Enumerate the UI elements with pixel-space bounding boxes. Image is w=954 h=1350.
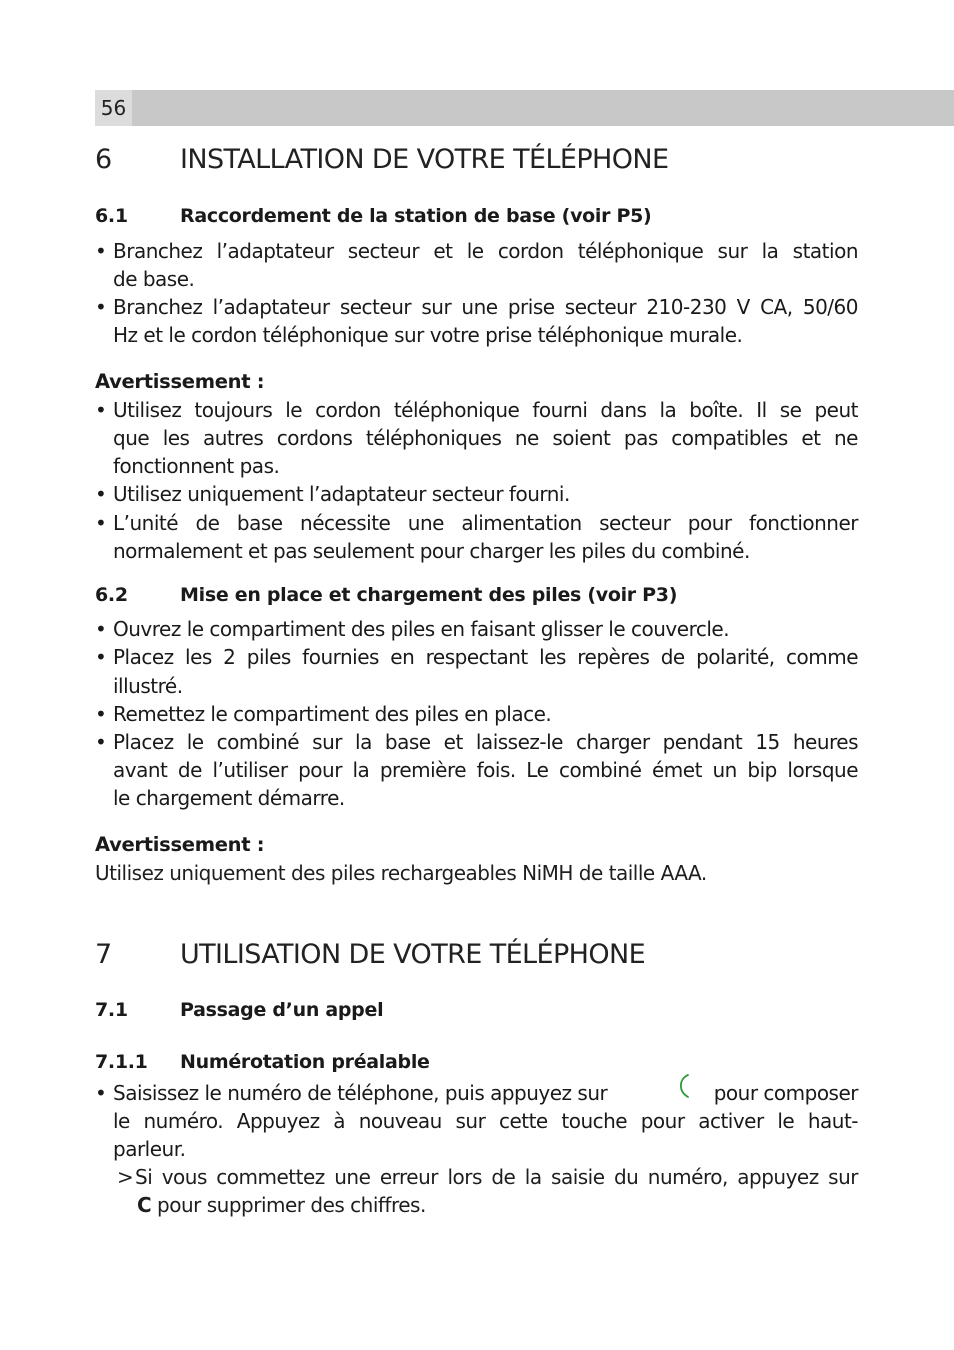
- warning-title: Avertissement :: [95, 370, 265, 393]
- warning-title: Avertissement :: [95, 833, 265, 856]
- bullet-line: normalement et pas seulement pour charger les piles du combiné.: [113, 539, 750, 563]
- bullet-marker: •: [95, 730, 107, 754]
- page-number: 56: [95, 90, 132, 126]
- subsection-7-1-1-heading: [95, 1051, 895, 1079]
- bullet-line: que les autres cordons téléphoniques ne soient pas compatibles et ne: [113, 426, 858, 450]
- subsection-7-1-heading: [95, 999, 895, 1027]
- bullet-marker: •: [95, 482, 107, 506]
- sub-bullet-marker: >: [117, 1165, 134, 1189]
- bullet-line: fonctionnent pas.: [113, 454, 280, 478]
- bullet-line: Utilisez toujours le cordon téléphonique fourni dans la boîte. Il se peut: [113, 398, 858, 422]
- bullet-marker: •: [95, 1081, 107, 1105]
- bullet-line: avant de l’utiliser pour la première fois. Le combiné émet un bip lorsque: [113, 758, 858, 782]
- subsection-number: 6.1: [95, 205, 128, 227]
- warning-text: Utilisez uniquement des piles rechargeables NiMH de taille AAA.: [95, 861, 707, 885]
- instruction-text: pour composer: [713, 1081, 858, 1105]
- subsection-title: Numérotation préalable: [180, 1051, 430, 1073]
- bullet-line: Remettez le compartiment des piles en place.: [113, 702, 552, 726]
- bullet-marker: •: [95, 702, 107, 726]
- subsection-title: Raccordement de la station de base (voir P5): [180, 205, 652, 227]
- header-band: [95, 90, 954, 126]
- subsection-number: 7.1: [95, 999, 128, 1021]
- sub-bullet-line: Si vous commettez une erreur lors de la saisie du numéro, appuyez sur: [135, 1165, 858, 1189]
- instruction-text: Saisissez le numéro de téléphone, puis appuyez sur: [113, 1081, 608, 1105]
- bullet-marker: •: [95, 511, 107, 535]
- sub-bullet-line: [137, 1193, 426, 1217]
- bullet-line: Hz et le cordon téléphonique sur votre prise téléphonique murale.: [113, 323, 743, 347]
- bullet-line: Branchez l’adaptateur secteur sur une prise secteur 210-230 V CA, 50/60: [113, 295, 858, 319]
- section-title: INSTALLATION DE VOTRE TÉLÉPHONE: [180, 144, 669, 175]
- bullet-line: Ouvrez le compartiment des piles en faisant glisser le couvercle.: [113, 617, 730, 641]
- instruction-text: pour supprimer des chiffres.: [157, 1193, 426, 1217]
- section-6-heading: [95, 144, 895, 180]
- subsection-6-2-heading: [95, 584, 895, 612]
- bullet-line: le numéro. Appuyez à nouveau sur cette touche pour activer le haut-: [113, 1109, 858, 1133]
- bullet-line: illustré.: [113, 674, 183, 698]
- section-title: UTILISATION DE VOTRE TÉLÉPHONE: [180, 939, 646, 970]
- bullet-line: de base.: [113, 267, 195, 291]
- section-7-heading: [95, 939, 895, 975]
- subsection-number: 6.2: [95, 584, 128, 606]
- bullet-marker: •: [95, 645, 107, 669]
- bullet-line: Placez les 2 piles fournies en respectant les repères de polarité, comme: [113, 645, 858, 669]
- bullet-line: le chargement démarre.: [113, 786, 345, 810]
- section-number: 6: [95, 144, 112, 175]
- subsection-6-1-heading: [95, 205, 895, 233]
- bullet-line-with-icon: [113, 1081, 858, 1105]
- bullet-marker: •: [95, 617, 107, 641]
- c-key-label: C: [137, 1193, 152, 1217]
- subsection-title: Mise en place et chargement des piles (voir P3): [180, 584, 678, 606]
- subsection-number: 7.1.1: [95, 1051, 148, 1073]
- bullet-marker: •: [95, 398, 107, 422]
- subsection-title: Passage d’un appel: [180, 999, 384, 1021]
- bullet-line: Placez le combiné sur la base et laissez-le charger pendant 15 heures: [113, 730, 858, 754]
- section-number: 7: [95, 939, 112, 970]
- bullet-line: Utilisez uniquement l’adaptateur secteur fourni.: [113, 482, 570, 506]
- bullet-line: parleur.: [113, 1137, 186, 1161]
- handset-icon: [675, 1073, 691, 1104]
- bullet-line: Branchez l’adaptateur secteur et le cordon téléphonique sur la station: [113, 239, 858, 263]
- bullet-marker: •: [95, 295, 107, 319]
- bullet-marker: •: [95, 239, 107, 263]
- bullet-line: L’unité de base nécessite une alimentation secteur pour fonctionner: [113, 511, 858, 535]
